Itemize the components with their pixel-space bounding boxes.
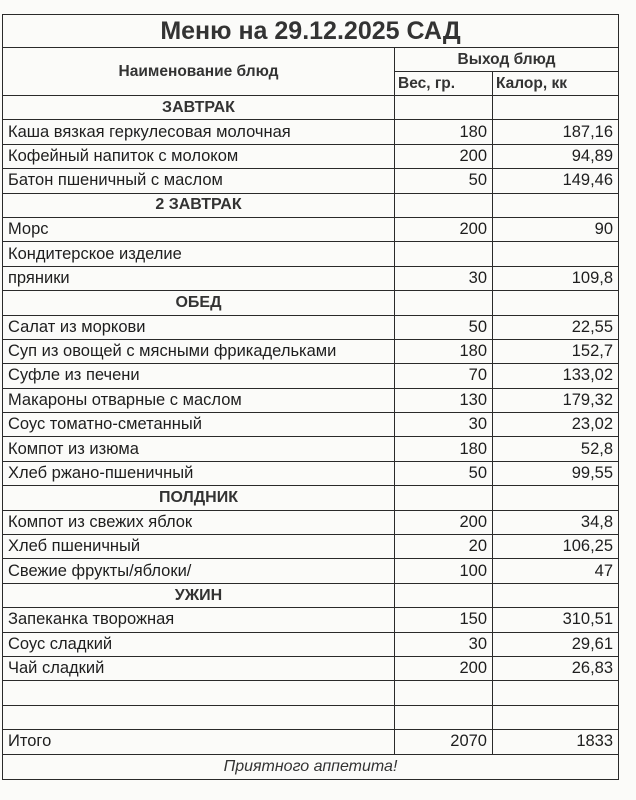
- section-title: УЖИН: [3, 583, 395, 607]
- dish-weight: 200: [395, 656, 493, 680]
- dish-name: Батон пшеничный с маслом: [3, 169, 395, 193]
- dish-calories: 152,7: [493, 339, 619, 363]
- dish-row: [3, 339, 619, 363]
- blank-row: [3, 681, 619, 705]
- dish-row: [3, 169, 619, 193]
- dish-weight: 50: [395, 315, 493, 339]
- dish-calories: 26,83: [493, 656, 619, 680]
- section-row: [3, 486, 619, 510]
- section-title: ОБЕД: [3, 291, 395, 315]
- dish-calories: 52,8: [493, 437, 619, 461]
- dish-row: [3, 510, 619, 534]
- section-row: [3, 583, 619, 607]
- footer-message: Приятного аппетита!: [3, 754, 619, 779]
- dish-row: [3, 437, 619, 461]
- section-row: [3, 193, 619, 217]
- column-header-calories: Калор, кк: [493, 72, 619, 96]
- dish-weight: 180: [395, 437, 493, 461]
- dish-calories: 29,61: [493, 632, 619, 656]
- dish-calories: 99,55: [493, 461, 619, 485]
- dish-row: [3, 608, 619, 632]
- dish-weight: 150: [395, 608, 493, 632]
- footer-row: [3, 754, 619, 779]
- dish-weight: 200: [395, 144, 493, 168]
- dish-calories: [493, 242, 619, 266]
- empty-cell: [395, 486, 493, 510]
- totals-row: [3, 730, 619, 754]
- dish-name: Свежие фрукты/яблоки/: [3, 559, 395, 583]
- dish-calories: 109,8: [493, 266, 619, 290]
- section-row: [3, 291, 619, 315]
- dish-calories: 23,02: [493, 413, 619, 437]
- dish-weight: 200: [395, 217, 493, 241]
- dish-row: [3, 535, 619, 559]
- dish-calories: 179,32: [493, 388, 619, 412]
- empty-cell: [493, 193, 619, 217]
- dish-name: Чай сладкий: [3, 656, 395, 680]
- dish-name: Суфле из печени: [3, 364, 395, 388]
- dish-weight: 100: [395, 559, 493, 583]
- dish-weight: 30: [395, 632, 493, 656]
- empty-cell: [3, 705, 395, 729]
- dish-name: Соус сладкий: [3, 632, 395, 656]
- dish-weight: 50: [395, 461, 493, 485]
- dish-weight: [395, 242, 493, 266]
- dish-weight: 200: [395, 510, 493, 534]
- dish-row: [3, 144, 619, 168]
- section-row: [3, 96, 619, 120]
- dish-name: Компот из изюма: [3, 437, 395, 461]
- empty-cell: [395, 193, 493, 217]
- totals-label: Итого: [3, 730, 395, 754]
- dish-name: Суп из овощей с мясными фрикадельками: [3, 339, 395, 363]
- dish-name: Запеканка творожная: [3, 608, 395, 632]
- dish-row: [3, 656, 619, 680]
- column-header-name: Наименование блюд: [3, 48, 395, 96]
- empty-cell: [395, 291, 493, 315]
- dish-calories: 90: [493, 217, 619, 241]
- dish-name: Хлеб пшеничный: [3, 535, 395, 559]
- dish-name: Макароны отварные с маслом: [3, 388, 395, 412]
- dish-name: Компот из свежих яблок: [3, 510, 395, 534]
- column-header-weight: Вес, гр.: [395, 72, 493, 96]
- dish-calories: 47: [493, 559, 619, 583]
- empty-cell: [493, 705, 619, 729]
- dish-row: [3, 242, 619, 266]
- dish-calories: 187,16: [493, 120, 619, 144]
- empty-cell: [493, 291, 619, 315]
- dish-name: пряники: [3, 266, 395, 290]
- section-title: 2 ЗАВТРАК: [3, 193, 395, 217]
- totals-weight: 2070: [395, 730, 493, 754]
- empty-cell: [3, 681, 395, 705]
- dish-calories: 310,51: [493, 608, 619, 632]
- dish-name: Кондитерское изделие: [3, 242, 395, 266]
- dish-calories: 22,55: [493, 315, 619, 339]
- dish-name: Салат из моркови: [3, 315, 395, 339]
- dish-calories: 106,25: [493, 535, 619, 559]
- dish-name: Соус томатно-сметанный: [3, 413, 395, 437]
- dish-calories: 149,46: [493, 169, 619, 193]
- empty-cell: [395, 583, 493, 607]
- dish-row: [3, 559, 619, 583]
- dish-row: [3, 364, 619, 388]
- page-title: Меню на 29.12.2025 САД: [3, 15, 619, 48]
- dish-name: Хлеб ржано-пшеничный: [3, 461, 395, 485]
- dish-row: [3, 315, 619, 339]
- dish-weight: 180: [395, 339, 493, 363]
- dish-weight: 30: [395, 266, 493, 290]
- dish-weight: 70: [395, 364, 493, 388]
- dish-row: [3, 461, 619, 485]
- dish-weight: 20: [395, 535, 493, 559]
- dish-weight: 180: [395, 120, 493, 144]
- dish-weight: 50: [395, 169, 493, 193]
- dish-name: Каша вязкая геркулесовая молочная: [3, 120, 395, 144]
- column-header-output: Выход блюд: [395, 48, 619, 72]
- section-title: ПОЛДНИК: [3, 486, 395, 510]
- dish-calories: 133,02: [493, 364, 619, 388]
- dish-row: [3, 388, 619, 412]
- empty-cell: [493, 486, 619, 510]
- dish-calories: 34,8: [493, 510, 619, 534]
- empty-cell: [493, 96, 619, 120]
- section-title: ЗАВТРАК: [3, 96, 395, 120]
- dish-row: [3, 266, 619, 290]
- dish-row: [3, 632, 619, 656]
- dish-name: Морс: [3, 217, 395, 241]
- dish-weight: 30: [395, 413, 493, 437]
- empty-cell: [493, 681, 619, 705]
- totals-calories: 1833: [493, 730, 619, 754]
- empty-cell: [395, 705, 493, 729]
- dish-weight: 130: [395, 388, 493, 412]
- empty-cell: [395, 96, 493, 120]
- empty-cell: [395, 681, 493, 705]
- dish-calories: 94,89: [493, 144, 619, 168]
- empty-cell: [493, 583, 619, 607]
- blank-row: [3, 705, 619, 729]
- dish-row: [3, 217, 619, 241]
- dish-row: [3, 120, 619, 144]
- dish-row: [3, 413, 619, 437]
- menu-table: [2, 14, 619, 780]
- dish-name: Кофейный напиток с молоком: [3, 144, 395, 168]
